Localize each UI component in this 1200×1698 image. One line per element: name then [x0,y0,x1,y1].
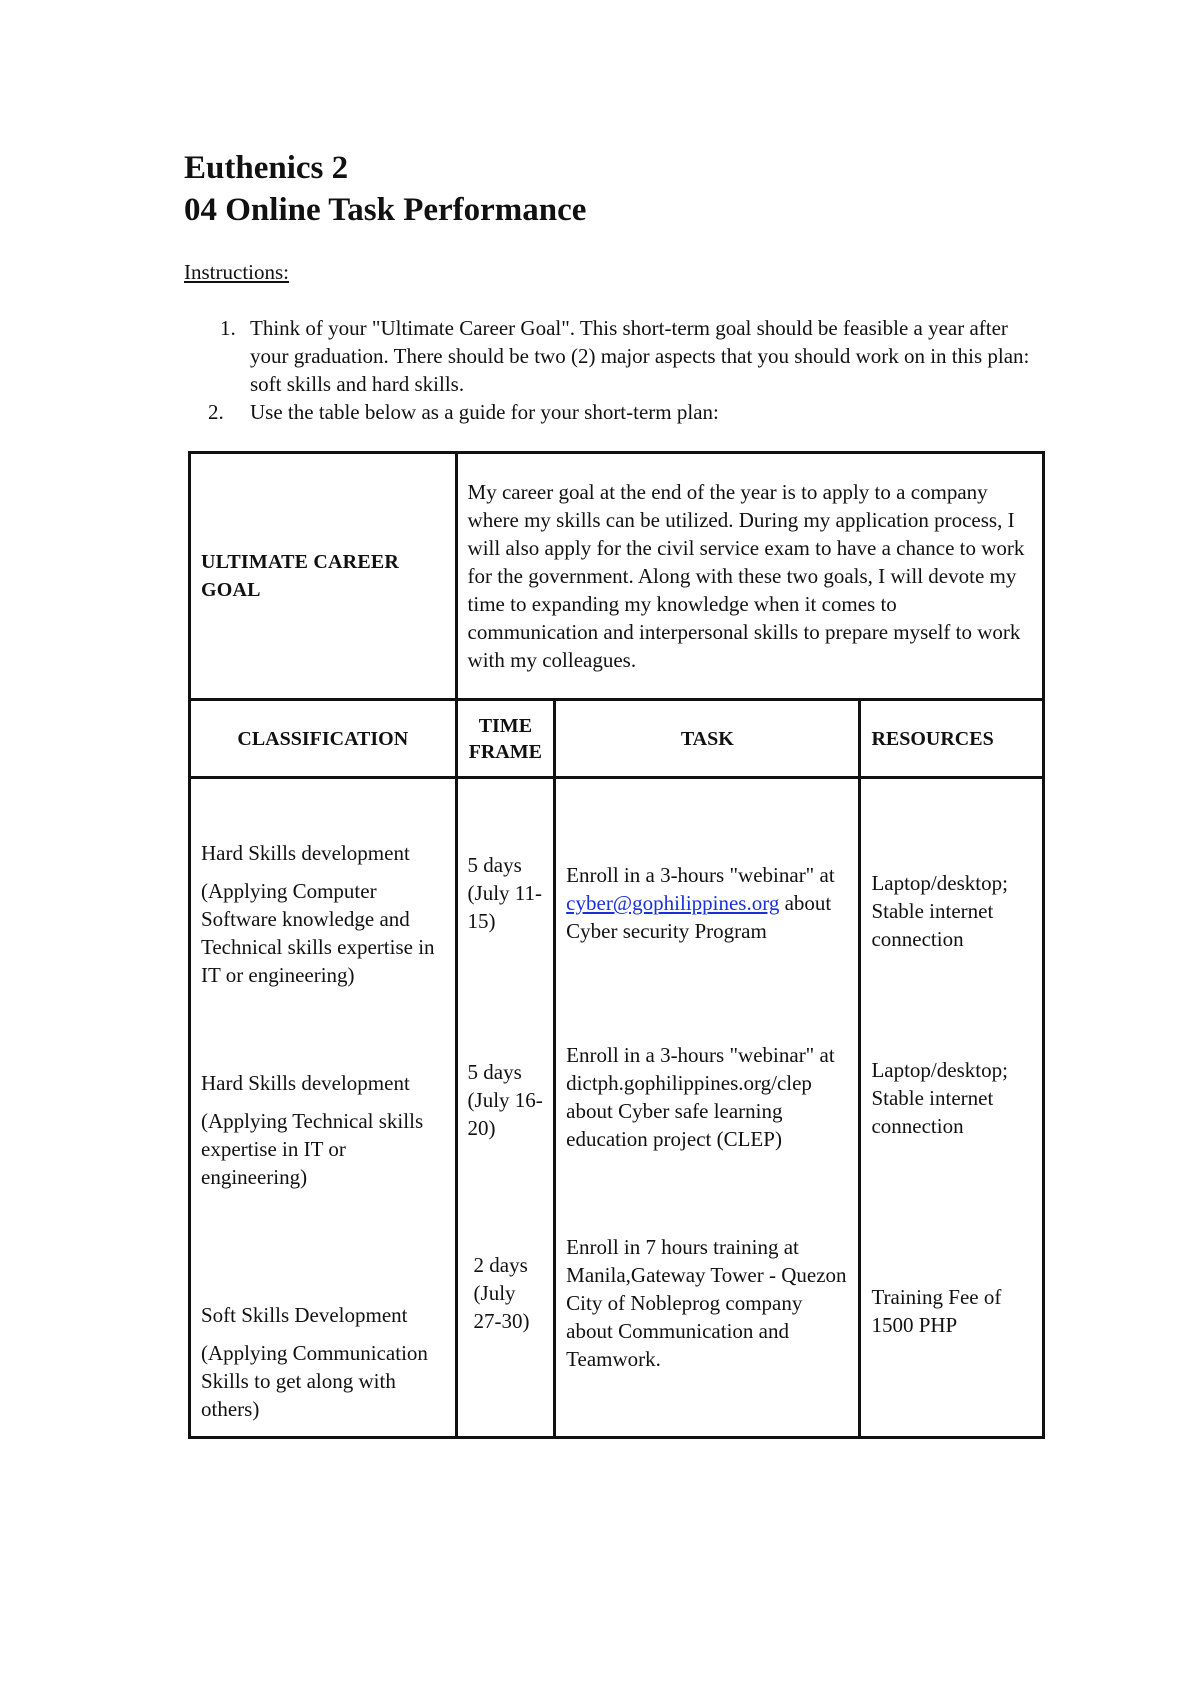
goal-row [190,453,1044,700]
task-text: Enroll in 7 hours training at Manila,Gateway Tower - Quezon City of Nobleprog company about Communication and Teamwork. [566,1235,847,1371]
task-email-link[interactable]: cyber@gophilippines.org [566,891,780,915]
time-frame-value: 2 days (July 27-30) [473,1253,530,1333]
time-frame-value: 5 days (July 16-20) [467,1060,543,1140]
task-text-part: Enroll in a 3-hours "webinar" at [566,863,835,887]
header-task: TASK [555,700,860,778]
classification-detail: (Applying Technical skills expertise in IT or engineering) [201,1109,424,1189]
instructions-list [208,314,1040,426]
instruction-number: 2. [208,400,224,424]
header-classification: CLASSIFICATION [190,700,457,778]
resources-text: Laptop/desktop; Stable internet connection [871,871,1008,951]
classification-title: Hard Skills development [201,841,410,865]
goal-text-cell: My career goal at the end of the year is to apply to a company where my skills can be utilized. During my application process, I will also apply for the civil service exam to have a chance to work for the government. Along with these two goals, I will devote my time to expanding my knowledge when it comes to communication and interpersonal skills to prepare myself to work with my colleagues. [456,453,1043,700]
classification-title: Hard Skills development [201,1071,410,1095]
task-text: Enroll in a 3-hours "webinar" at dictph.gophilippines.org/clep about Cyber safe learning education project (CLEP) [566,1043,835,1151]
classification-title: Soft Skills Development [201,1303,408,1327]
task-text-part: about Cyber security Program [566,891,832,943]
instructions-label: Instructions: [184,260,289,284]
classification-detail: (Applying Communication Skills to get along with others) [201,1341,428,1421]
task-cell [555,778,860,1438]
classification-detail: (Applying Computer Software knowledge and Technical skills expertise in IT or engineering) [201,879,435,987]
document-subtitle: 04 Online Task Performance [184,192,587,228]
header-row [190,700,1044,778]
time-frame-cell [456,778,555,1438]
career-plan-table [188,451,1045,1439]
resources-cell [860,778,1044,1438]
instruction-item [220,314,1040,398]
time-frame-value: 5 days (July 11-15) [467,853,543,933]
classification-cell [190,778,457,1438]
header-time-frame: TIME FRAME [456,700,555,778]
header-resources: RESOURCES [860,700,1044,778]
table-row [190,778,1044,1438]
instruction-item [208,398,1040,426]
instruction-number: 1. [220,316,236,340]
resources-text: Training Fee of 1500 PHP [871,1285,1002,1337]
document-title: Euthenics 2 [184,150,349,186]
resources-text: Laptop/desktop; Stable internet connection [871,1058,1008,1138]
goal-label-cell: ULTIMATE CAREER GOAL [190,453,457,700]
instruction-text: Think of your "Ultimate Career Goal". This short-term goal should be feasible a year after your graduation. There should be two (2) major aspects that you should work on in this plan: soft skills and hard skills. [250,316,1030,396]
instruction-text: Use the table below as a guide for your short-term plan: [250,400,719,424]
task-text [566,861,848,1001]
